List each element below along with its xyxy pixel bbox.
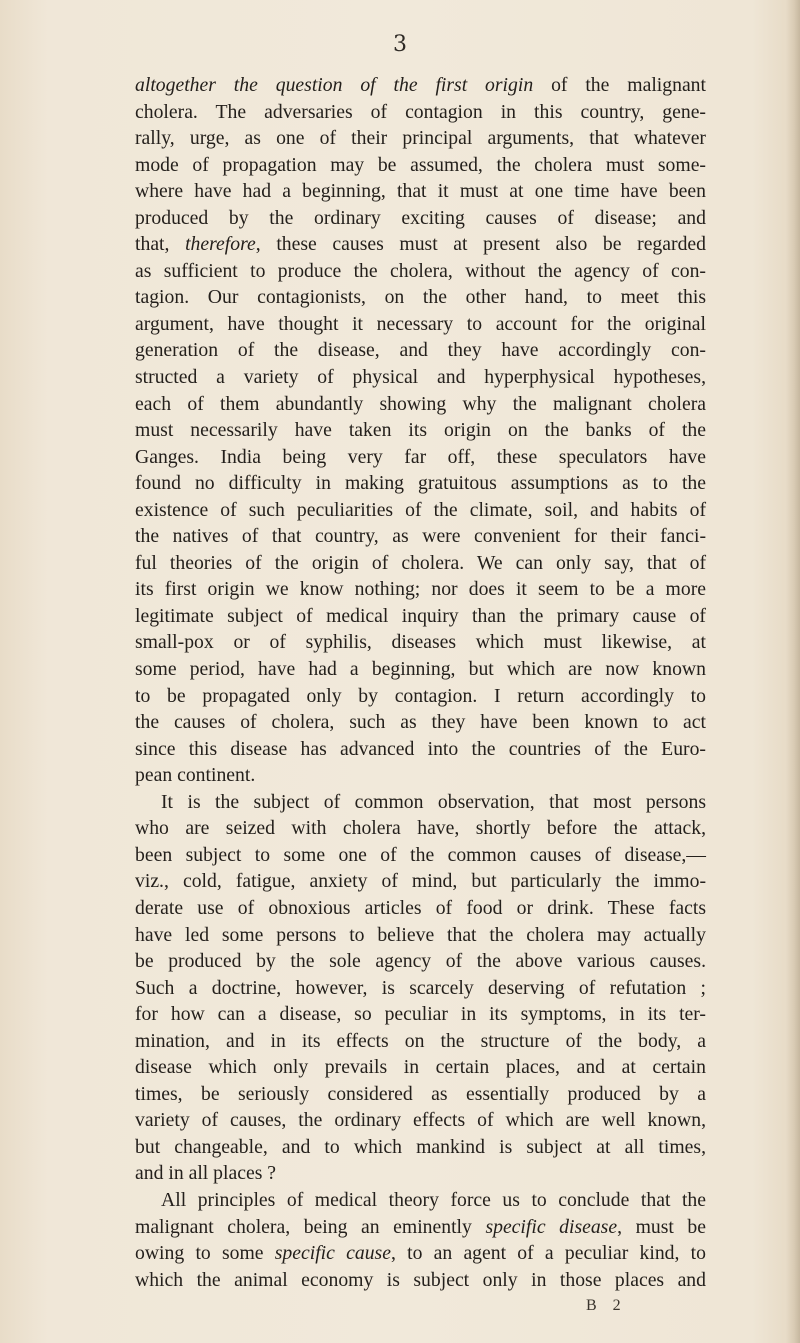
text-line: must necessarily have taken its origin on the banks of the	[135, 419, 706, 442]
text-line: Such a doctrine, however, is scarcely deserving of refutation ;	[135, 976, 706, 999]
text-line: viz., cold, fatigue, anxiety of mind, but particularly the immo-	[135, 870, 706, 893]
text-line: and in all places ?	[135, 1162, 277, 1185]
text-line: malignant cholera, being an eminently specific disease, must be	[135, 1215, 707, 1238]
text-line: produced by the ordinary exciting causes of disease; and	[135, 206, 706, 229]
text-line: mination, and in its effects on the structure of the body, a	[135, 1029, 706, 1052]
text-line: been subject to some one of the common causes of disease,—	[135, 843, 706, 866]
text-line: derate use of obnoxious articles of food or drink. These facts	[135, 896, 706, 919]
text-line: legitimate subject of medical inquiry than the primary cause of	[135, 604, 706, 627]
text-line: times, be seriously considered as essentially produced by a	[135, 1082, 706, 1105]
text-line: small-pox or of syphilis, diseases which must likewise, at	[135, 631, 706, 654]
text-line: tagion. Our contagionists, on the other hand, to meet this	[135, 286, 706, 309]
text-line: each of them abundantly showing why the malignant cholera	[135, 392, 706, 415]
text-line: who are seized with cholera have, shortly before the attack,	[135, 817, 706, 840]
text-line: the natives of that country, as were convenient for their fanci-	[135, 525, 706, 548]
text-line: found no difficulty in making gratuitous assumptions as to the	[135, 472, 706, 495]
text-line: for how can a disease, so peculiar in its symptoms, in its ter-	[135, 1003, 706, 1026]
body-text	[135, 72, 706, 1293]
text-line: as sufficient to produce the cholera, without the agency of con-	[135, 259, 706, 282]
text-line: rally, urge, as one of their principal arguments, that whatever	[135, 127, 706, 150]
text-line: altogether the question of the first origin of the malignant	[135, 74, 707, 96]
text-line: the causes of cholera, such as they have been known to act	[135, 711, 706, 734]
text-line: to be propagated only by contagion. I return accordingly to	[135, 684, 706, 707]
text-line: mode of propagation may be assumed, the cholera must some-	[135, 153, 706, 176]
text-line: generation of the disease, and they have accordingly con-	[135, 339, 706, 362]
page-number: 3	[393, 32, 407, 57]
text-line: argument, have thought it necessary to account for the original	[135, 312, 706, 335]
text-line: disease which only prevails in certain places, and at certain	[135, 1056, 706, 1079]
text-line: pean continent.	[135, 764, 256, 787]
text-line: that, therefore, these causes must at present also be regarded	[135, 233, 706, 256]
text-line: since this disease has advanced into the countries of the Euro-	[135, 737, 706, 760]
text-line: existence of such peculiarities of the climate, soil, and habits of	[135, 498, 706, 521]
text-line: which the animal economy is subject only in those places and	[135, 1268, 706, 1291]
text-line: All principles of medical theory force us to conclude that the	[161, 1188, 706, 1211]
text-line: where have had a beginning, that it must at one time have been	[135, 180, 706, 203]
text-line: cholera. The adversaries of contagion in this country, gene-	[135, 100, 706, 123]
text-line: have led some persons to believe that the cholera may actually	[135, 923, 706, 946]
signature-mark: B 2	[586, 1297, 627, 1314]
text-line: Ganges. India being very far off, these speculators have	[135, 445, 706, 468]
text-line: It is the subject of common observation, that most persons	[161, 790, 706, 813]
text-line: structed a variety of physical and hyperphysical hypotheses,	[135, 366, 706, 389]
text-line: ful theories of the origin of cholera. We can only say, that of	[135, 551, 706, 574]
text-line: some period, have had a beginning, but which are now known	[135, 658, 706, 681]
text-line: variety of causes, the ordinary effects of which are well known,	[135, 1109, 706, 1132]
text-line: but changeable, and to which mankind is subject at all times,	[135, 1135, 706, 1158]
text-line: owing to some specific cause, to an agent of a peculiar kind, to	[135, 1242, 706, 1265]
page-edge-shadow	[786, 0, 800, 1343]
text-line: be produced by the sole agency of the above various causes.	[135, 950, 706, 973]
text-line: its first origin we know nothing; nor does it seem to be a more	[135, 578, 706, 601]
